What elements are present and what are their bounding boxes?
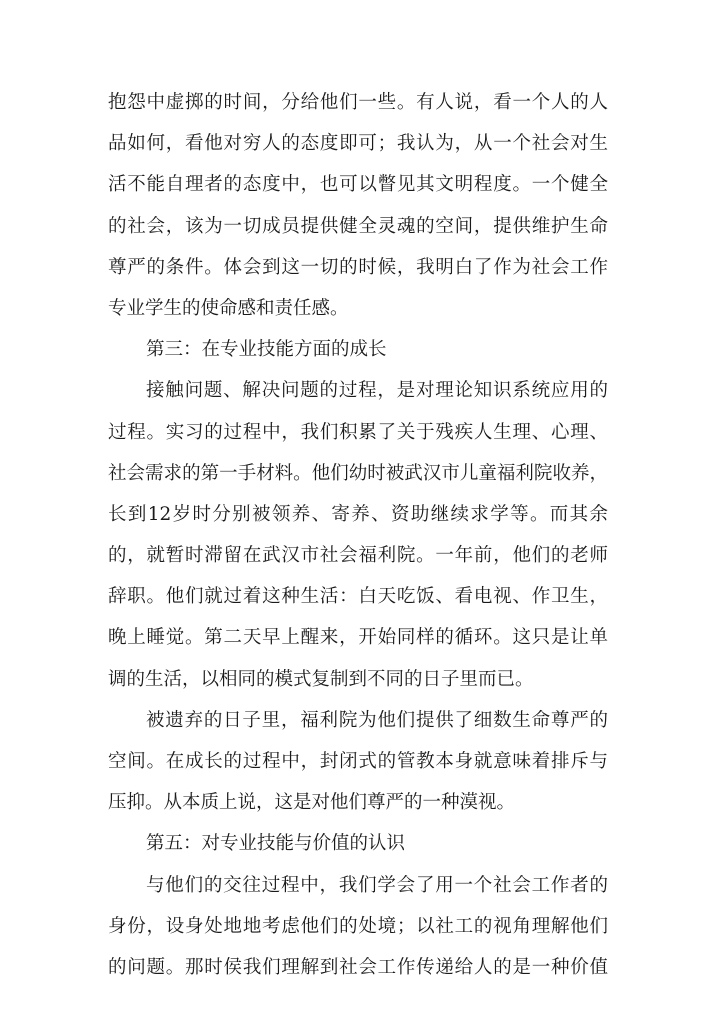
text-line: 活不能自理者的态度中，也可以瞥见其文明程度。一个健全 xyxy=(108,174,608,196)
text-line: 长到12岁时分别被领养、寄养、资助继续求学等。而其余 xyxy=(108,503,608,525)
text-line: 调的生活，以相同的模式复制到不同的日子里而已。 xyxy=(108,668,534,690)
text-line: 专业学生的使命感和责任感。 xyxy=(108,297,349,319)
body-text xyxy=(108,82,608,988)
text-line: 社会需求的第一手材料。他们幼时被武汉市儿童福利院收养， xyxy=(108,462,608,484)
text-line: 被遗弃的日子里，福利院为他们提供了细数生命尊严的 xyxy=(146,709,608,731)
section-heading: 第三：在专业技能方面的成长 xyxy=(146,339,387,361)
text-line: 晚上睡觉。第二天早上醒来，开始同样的循环。这只是让单 xyxy=(108,627,608,649)
text-line: 压抑。从本质上说，这是对他们尊严的一种漠视。 xyxy=(108,792,516,814)
text-line: 的社会，该为一切成员提供健全灵魂的空间，提供维护生命 xyxy=(108,215,608,237)
text-line: 接触问题、解决问题的过程，是对理论知识系统应用的 xyxy=(146,380,608,402)
text-line: 的问题。那时侯我们理解到社会工作传递给人的是一种价值 xyxy=(108,956,608,978)
text-line: 过程。实习的过程中，我们积累了关于残疾人生理、心理、 xyxy=(108,421,608,443)
text-line: 空间。在成长的过程中，封闭式的管教本身就意味着排斥与 xyxy=(108,751,608,772)
text-line: 辞职。他们就过着这种生活：白天吃饭、看电视、作卫生， xyxy=(108,586,608,608)
text-line: 与他们的交往过程中，我们学会了用一个社会工作者的 xyxy=(146,874,608,896)
text-line: 的，就暂时滞留在武汉市社会福利院。一年前，他们的老师 xyxy=(108,545,608,567)
text-line: 抱怨中虚掷的时间，分给他们一些。有人说，看一个人的人 xyxy=(108,92,608,113)
text-line: 身份，设身处地地考虑他们的处境；以社工的视角理解他们 xyxy=(108,915,608,937)
section-heading: 第五：对专业技能与价值的认识 xyxy=(146,833,406,855)
text-line: 品如何，看他对穷人的态度即可；我认为，从一个社会对生 xyxy=(108,133,608,155)
text-line: 尊严的条件。体会到这一切的时候，我明白了作为社会工作 xyxy=(108,256,608,278)
